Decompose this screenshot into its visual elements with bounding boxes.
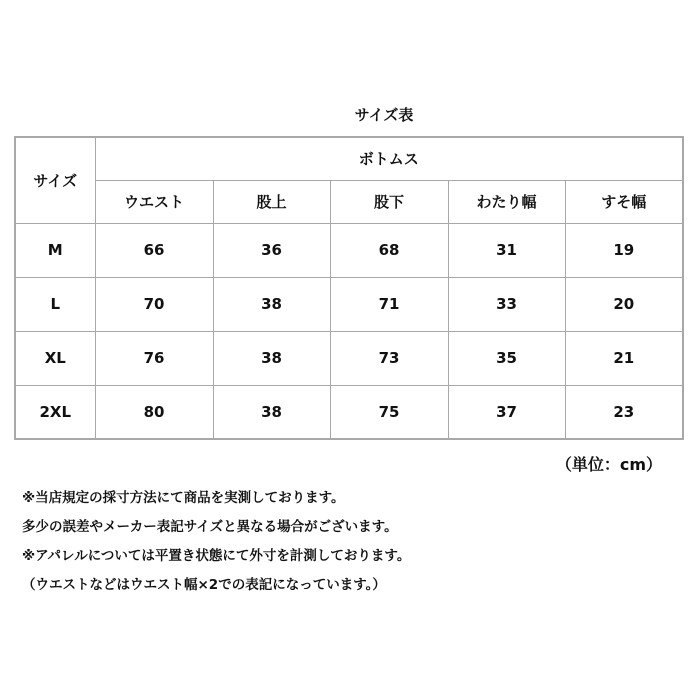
page-title: [0, 104, 700, 125]
table-row: [15, 223, 683, 277]
table-cell: 21: [565, 331, 683, 385]
table-cell: 38: [213, 331, 330, 385]
column-header-hem: すそ幅: [565, 180, 683, 223]
table-cell: 23: [565, 385, 683, 439]
column-header-thigh: わたり幅: [448, 180, 565, 223]
table-row: [15, 331, 683, 385]
table-row: [15, 385, 683, 439]
note-line: ※アパレルについては平置き状態にて外寸を計測しております。: [22, 548, 411, 564]
column-header-inseam: 股下: [330, 180, 448, 223]
size-label: M: [15, 223, 95, 277]
table-cell: 35: [448, 331, 565, 385]
table-cell: 73: [330, 331, 448, 385]
table-column-header-row: [15, 180, 683, 223]
column-header-waist: ウエスト: [95, 180, 213, 223]
table-cell: 37: [448, 385, 565, 439]
table-cell: 33: [448, 277, 565, 331]
table-cell: 38: [213, 385, 330, 439]
table-cell: 19: [565, 223, 683, 277]
table-cell: 68: [330, 223, 448, 277]
table-cell: 66: [95, 223, 213, 277]
table-row: [15, 277, 683, 331]
table-cell: 75: [330, 385, 448, 439]
note-line: 多少の誤差やメーカー表記サイズと異なる場合がございます。: [22, 519, 398, 535]
notes: [22, 484, 410, 600]
size-label: XL: [15, 331, 95, 385]
title-text: サイズ表: [354, 106, 414, 124]
table-header-group-row: [15, 137, 683, 180]
unit-label: （単位：cm）: [555, 455, 662, 474]
size-table: [14, 136, 684, 440]
table-cell: 38: [213, 277, 330, 331]
size-label: L: [15, 277, 95, 331]
table-cell: 76: [95, 331, 213, 385]
note-line: ※当店規定の採寸方法にて商品を実測しております。: [22, 490, 345, 506]
table-cell: 36: [213, 223, 330, 277]
table-cell: 80: [95, 385, 213, 439]
size-label: 2XL: [15, 385, 95, 439]
column-header-rise: 股上: [213, 180, 330, 223]
table-cell: 70: [95, 277, 213, 331]
table-cell: 71: [330, 277, 448, 331]
size-header: サイズ: [15, 137, 95, 223]
table-cell: 20: [565, 277, 683, 331]
note-line: （ウエストなどはウエスト幅×2での表記になっています。）: [22, 577, 386, 593]
bottoms-header: ボトムス: [95, 137, 683, 180]
table-cell: 31: [448, 223, 565, 277]
